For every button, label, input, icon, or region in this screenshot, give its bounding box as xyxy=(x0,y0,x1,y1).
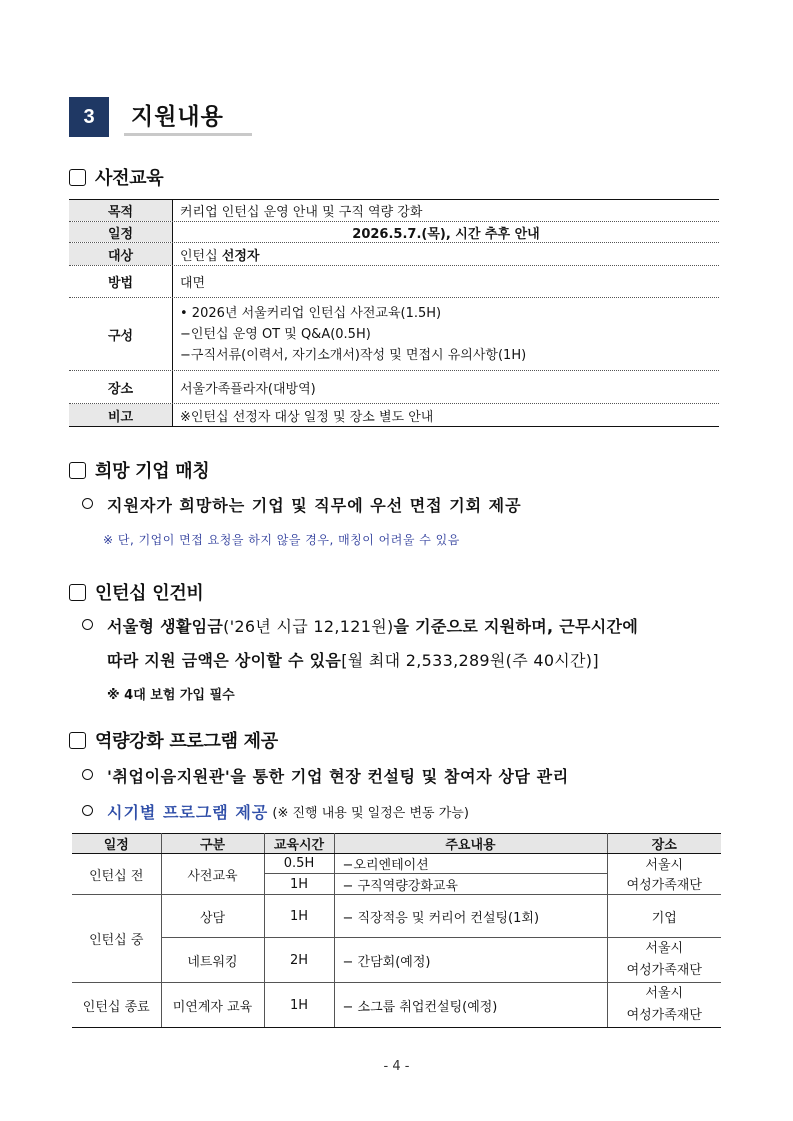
section-pre-education xyxy=(69,164,163,190)
content-cell: − 간담회(예정) xyxy=(334,938,607,983)
place-line: 여성가족재단 xyxy=(626,1008,702,1023)
hours-cell: 1H xyxy=(264,983,334,1028)
section-title: 인턴십 인건비 xyxy=(95,583,204,604)
period-cell: 인턴십 종료 xyxy=(72,983,161,1028)
row-label: 목적 xyxy=(69,200,173,221)
bullet-text: '취업이음지원관'을 통한 기업 현장 컨설팅 및 참여자 상담 관리 xyxy=(107,767,569,786)
header-place: 장소 xyxy=(607,834,721,854)
chapter-title: 지원내용 xyxy=(131,104,224,130)
row-value: 대면 xyxy=(180,276,206,291)
section-title: 사전교육 xyxy=(95,168,164,189)
table-row xyxy=(69,404,719,426)
labor-bullet xyxy=(82,614,638,637)
composition-line: −인턴십 운영 OT 및 Q&A(0.5H) xyxy=(180,326,371,342)
period-cell: 인턴십 전 xyxy=(72,854,161,895)
composition-line: −구직서류(이력서, 자기소개서)작성 및 면접시 유의사항(1H) xyxy=(180,347,527,363)
place-line: 여성가족재단 xyxy=(626,963,702,978)
section-title: 희망 기업 매칭 xyxy=(95,461,210,482)
table-row xyxy=(69,222,719,243)
labor-bold-3: 따라 지원 금액은 상이할 수 있음 xyxy=(107,651,342,670)
chapter-number: 3 xyxy=(69,97,109,137)
content-cell: −오리엔테이션 xyxy=(334,854,607,874)
header-period: 일정 xyxy=(72,834,161,854)
pre-education-table xyxy=(69,199,719,427)
table-row xyxy=(69,243,719,266)
row-value xyxy=(173,298,719,370)
composition-line: • 2026년 서울커리업 인턴십 사전교육(1.5H) xyxy=(180,305,442,321)
type-cell: 상담 xyxy=(161,895,264,938)
row-value: 서울가족플라자(대방역) xyxy=(180,381,316,397)
bullet-text-bold: 시기별 프로그램 제공 xyxy=(107,803,269,822)
hours-cell: 2H xyxy=(264,938,334,983)
row-value: 2026.5.7.(목), 시간 추후 안내 xyxy=(352,226,540,242)
period-cell: 인턴십 중 xyxy=(72,895,161,983)
place-cell: 서울시 xyxy=(607,854,721,874)
table-row xyxy=(69,200,719,222)
content-cell: − 직장적응 및 커리어 컨설팅(1회) xyxy=(334,895,607,938)
program-bullet-1 xyxy=(82,764,569,787)
type-cell: 사전교육 xyxy=(161,854,264,895)
checkbox-square-icon xyxy=(69,462,86,479)
table-row xyxy=(72,854,721,874)
header-type: 구분 xyxy=(161,834,264,854)
insurance-note: ※ 4대 보험 가입 필수 xyxy=(107,688,235,703)
place-cell: 여성가족재단 xyxy=(607,874,721,895)
place-cell xyxy=(607,938,721,983)
row-label: 비고 xyxy=(69,404,173,426)
labor-line-2 xyxy=(107,648,599,671)
section-title: 역량강화 프로그램 제공 xyxy=(95,731,278,752)
page-number: - 4 - xyxy=(383,1059,410,1074)
place-cell xyxy=(607,983,721,1028)
labor-plain-1: ('26년 시급 12,121원) xyxy=(223,617,394,636)
header-content: 주요내용 xyxy=(334,834,607,854)
checkbox-square-icon xyxy=(69,169,86,186)
table-header-row xyxy=(72,834,721,854)
row-value xyxy=(173,243,719,265)
circle-bullet-icon xyxy=(82,805,93,816)
row-label: 장소 xyxy=(69,371,173,403)
checkbox-square-icon xyxy=(69,584,86,601)
header-hours: 교육시간 xyxy=(264,834,334,854)
place-line: 서울시 xyxy=(645,941,684,956)
section-program xyxy=(69,727,278,753)
table-row xyxy=(69,371,719,404)
labor-bold-2: 을 기준으로 지원하며, 근무시간에 xyxy=(393,617,639,636)
circle-bullet-icon xyxy=(82,498,93,509)
chapter-underline xyxy=(124,133,252,136)
place-line: 서울시 xyxy=(645,986,684,1001)
table-row xyxy=(72,895,721,938)
content-cell: − 소그룹 취업컨설팅(예정) xyxy=(334,983,607,1028)
content-cell: − 구직역량강화교육 xyxy=(334,874,607,895)
chapter-heading xyxy=(69,97,254,137)
row-label: 방법 xyxy=(69,266,173,297)
matching-bullet xyxy=(82,493,522,516)
table-row xyxy=(72,938,721,983)
labor-bold-1: 서울형 생활임금 xyxy=(107,617,224,636)
checkbox-square-icon xyxy=(69,732,86,749)
section-matching xyxy=(69,457,209,483)
program-bullet-2 xyxy=(82,800,469,823)
target-bold: 선정자 xyxy=(221,248,260,264)
type-cell: 네트워킹 xyxy=(161,938,264,983)
row-label: 일정 xyxy=(69,222,173,242)
row-value: ※인턴십 선정자 대상 일정 및 장소 별도 안내 xyxy=(180,409,434,425)
row-label: 구성 xyxy=(69,298,173,370)
table-row xyxy=(69,298,719,371)
circle-bullet-icon xyxy=(82,619,93,630)
row-label: 대상 xyxy=(69,243,173,265)
labor-line-1 xyxy=(107,614,638,637)
bullet-note: (※ 진행 내용 및 일정은 변동 가능) xyxy=(268,806,469,821)
bullet-text: 지원자가 희망하는 기업 및 직무에 우선 면접 기회 제공 xyxy=(107,496,522,515)
hours-cell: 1H xyxy=(264,874,334,895)
target-plain: 인턴십 xyxy=(180,248,222,264)
circle-bullet-icon xyxy=(82,769,93,780)
program-schedule-table xyxy=(72,833,721,1028)
hours-cell: 0.5H xyxy=(264,854,334,874)
table-row xyxy=(69,266,719,298)
type-cell: 미연계자 교육 xyxy=(161,983,264,1028)
hours-cell: 1H xyxy=(264,895,334,938)
place-cell: 기업 xyxy=(607,895,721,938)
table-row xyxy=(72,983,721,1028)
section-labor-cost xyxy=(69,579,204,605)
labor-plain-2: [월 최대 2,533,289원(주 40시간)] xyxy=(341,651,599,670)
row-value: 커리업 인턴십 운영 안내 및 구직 역량 강화 xyxy=(180,205,423,220)
matching-note: ※ 단, 기업이 면접 요청을 하지 않을 경우, 매칭이 어려울 수 있음 xyxy=(103,533,460,547)
